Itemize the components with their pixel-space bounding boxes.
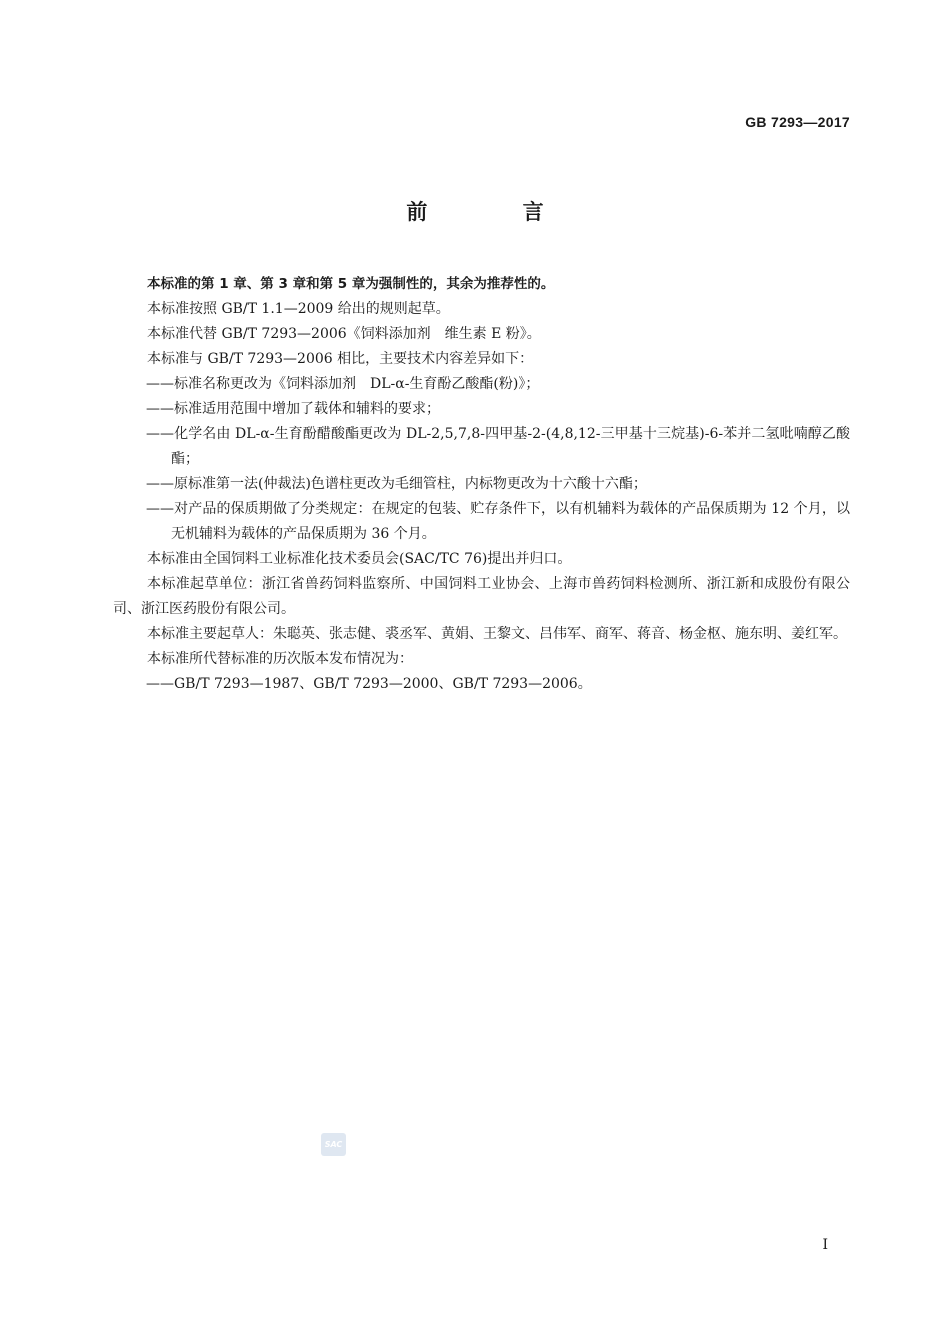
drafting-rule-paragraph: 本标准按照 GB/T 1.1—2009 给出的规则起草。 — [147, 301, 450, 317]
foreword-body — [113, 272, 850, 697]
drafting-units-paragraph: 本标准起草单位：浙江省兽药饲料监察所、中国饲料工业协会、上海市兽药饲料检测所、浙江新和成股份有限公司、浙江医药股份有限公司。 — [113, 576, 850, 617]
change-item: ——化学名由 DL-α-生育酚醋酸酯更改为 DL-2,5,7,8-四甲基-2-(4,8,12-三甲基十三烷基)-6-苯并二氢吡喃醇乙酸酯； — [146, 426, 850, 467]
proposer-paragraph: 本标准由全国饲料工业标准化技术委员会(SAC/TC 76)提出并归口。 — [147, 551, 572, 567]
drafters-paragraph: 本标准主要起草人：朱聪英、张志健、裘丞军、黄娟、王黎文、吕伟军、商军、蒋音、杨金枢、施东明、姜红军。 — [147, 626, 847, 642]
mandatory-statement: 本标准的第 1 章、第 3 章和第 5 章为强制性的，其余为推荐性的。 — [147, 276, 555, 292]
change-item: ——标准适用范围中增加了载体和辅料的要求； — [146, 401, 440, 417]
history-intro-paragraph: 本标准所代替标准的历次版本发布情况为： — [147, 651, 413, 667]
standard-code: GB 7293—2017 — [745, 114, 850, 130]
page-title: 前 言 — [406, 200, 588, 224]
changes-intro-paragraph: 本标准与 GB/T 7293—2006 相比，主要技术内容差异如下： — [147, 351, 534, 367]
page-number: I — [822, 1237, 828, 1253]
replacement-paragraph: 本标准代替 GB/T 7293—2006《饲料添加剂 维生素 E 粉》。 — [147, 326, 541, 342]
history-item: ——GB/T 7293—1987、GB/T 7293—2000、GB/T 7293—2006。 — [146, 676, 592, 692]
change-item: ——对产品的保质期做了分类规定：在规定的包装、贮存条件下，以有机辅料为载体的产品保质期为 12 个月，以无机辅料为载体的产品保质期为 36 个月。 — [146, 501, 850, 542]
sac-watermark-logo: SAC — [321, 1133, 346, 1156]
change-item: ——标准名称更改为《饲料添加剂 DL-α-生育酚乙酸酯(粉)》； — [146, 376, 540, 392]
change-item: ——原标准第一法(仲裁法)色谱柱更改为毛细管柱，内标物更改为十六酸十六酯； — [146, 476, 647, 492]
